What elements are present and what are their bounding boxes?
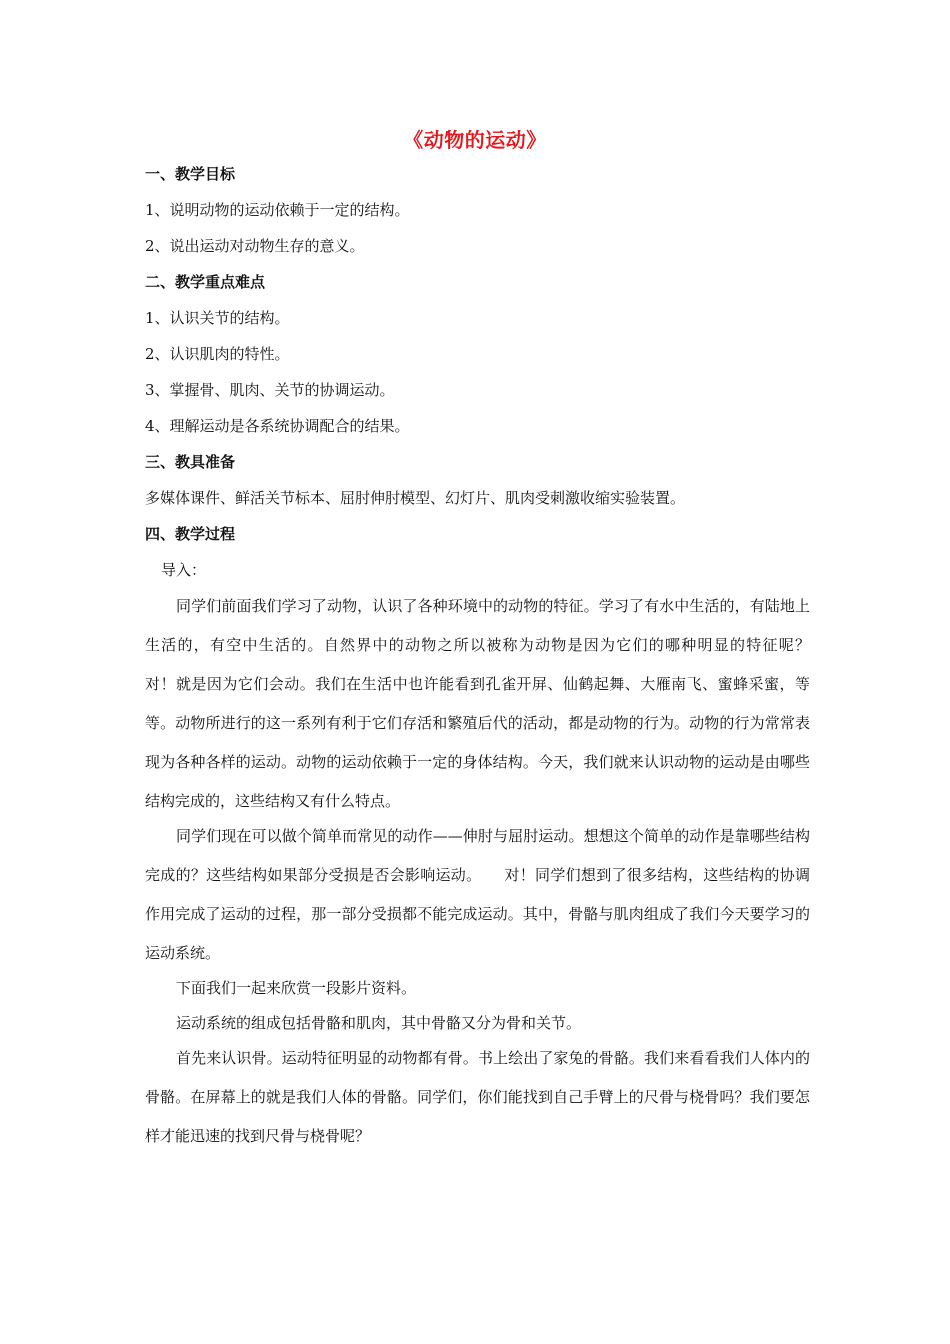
section-heading-goals: 一、教学目标 <box>145 165 236 183</box>
key-point-item: 2、认识肌肉的特性。 <box>145 345 290 363</box>
key-point-item: 3、掌握骨、肌肉、关节的协调运动。 <box>145 381 395 399</box>
process-paragraph: 下面我们一起来欣赏一段影片资料。 <box>176 979 417 997</box>
section-heading-materials: 三、教具准备 <box>145 453 236 471</box>
process-intro-label: 导入： <box>161 561 207 579</box>
key-point-item: 1、认识关节的结构。 <box>145 309 290 327</box>
document-title: 《动物的运动》 <box>403 128 547 152</box>
key-point-item: 4、理解运动是各系统协调配合的结果。 <box>145 417 410 435</box>
materials-text: 多媒体课件、鲜活关节标本、屈肘伸肘模型、幻灯片、肌肉受刺激收缩实验装置。 <box>145 489 686 507</box>
goal-item: 1、说明动物的运动依赖于一定的结构。 <box>145 201 410 219</box>
process-paragraph: 同学们前面我们学习了动物，认识了各种环境中的动物的特征。学习了有水中生活的，有陆地上生活的，有空中生活的。自然界中的动物之所以被称为动物是因为它们的哪种明显的特征呢？ 对！就是因为它们会动。我们在生活中也许能看到孔雀开屏、仙鹤起舞、大雁南飞、蜜蜂采蜜，等等。动物所进行的这一系列有利于它们存活和繁殖后代的活动，都是动物的行为。动物的行为常常表现为各种各样的运动。动物的运动依赖于一定的身体结构。今天，我们就来认识动物的运动是由哪些结构完成的，这些结构又有什么特点。 <box>145 597 841 810</box>
process-paragraph: 同学们现在可以做个简单而常见的动作——伸肘与屈肘运动。想想这个简单的动作是靠哪些结构完成的？这些结构如果部分受损是否会影响运动。 对！同学们想到了很多结构，这些结构的协调作用完成了运动的过程，那一部分受损都不能完成运动。其中，骨骼与肌肉组成了我们今天要学习的运动系统。 <box>145 827 810 962</box>
goal-item: 2、说出运动对动物生存的意义。 <box>145 237 365 255</box>
process-paragraph: 运动系统的组成包括骨骼和肌肉，其中骨骼又分为骨和关节。 <box>176 1014 582 1032</box>
document-body <box>145 162 841 1156</box>
process-paragraph: 首先来认识骨。运动特征明显的动物都有骨。书上绘出了家兔的骨骼。我们来看看我们人体内的骨骼。在屏幕上的就是我们人体的骨骼。同学们，你们能找到自己手臂上的尺骨与桡骨吗？我们要怎样才能迅速的找到尺骨与桡骨呢？ <box>145 1049 810 1145</box>
section-heading-key-points: 二、教学重点难点 <box>145 273 266 291</box>
section-heading-process: 四、教学过程 <box>145 525 236 543</box>
